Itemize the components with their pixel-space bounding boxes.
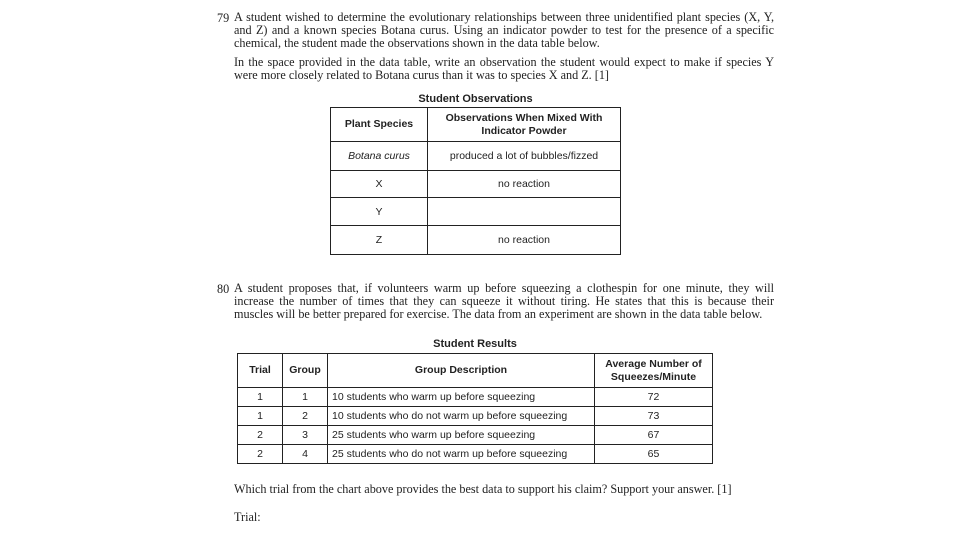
trial-cell: 2	[238, 445, 283, 464]
observation-cell: produced a lot of bubbles/fizzed	[428, 142, 621, 171]
header-trial: Trial	[238, 354, 283, 388]
question-80-number: 80	[217, 282, 230, 296]
student-observations-table	[330, 107, 621, 255]
observation-cell: no reaction	[428, 171, 621, 198]
question-80-text: A student proposes that, if volunteers warm up before squeezing a clothespin for one minute, they will increase the number of times that they can squeeze it without tiring. He states that this is because their muscles will be better prepared for exercise. The data from an experiment are shown in the data table below.	[234, 281, 774, 321]
header-group: Group	[283, 354, 328, 388]
table-row	[238, 407, 713, 426]
table-row	[331, 171, 621, 198]
trial-answer-label[interactable]: Trial:	[234, 510, 261, 524]
description-cell: 10 students who warm up before squeezing	[328, 388, 595, 407]
squeezes-cell: 73	[595, 407, 713, 426]
table-row	[331, 142, 621, 171]
species-cell: Y	[331, 198, 428, 226]
answer-observation-cell[interactable]	[428, 198, 621, 226]
table-row	[238, 445, 713, 464]
question-79-number: 79	[217, 11, 230, 25]
table-title-observations: Student Observations	[418, 93, 533, 105]
question-79-instruction: In the space provided in the data table, write an observation the student would expect to make if species Y were more closely related to Botana curus than it was to species X and Z. [1]	[234, 55, 774, 82]
group-cell: 3	[283, 426, 328, 445]
description-cell: 25 students who warm up before squeezing	[328, 426, 595, 445]
species-cell: X	[331, 171, 428, 198]
student-results-table	[237, 353, 713, 464]
group-cell: 4	[283, 445, 328, 464]
squeezes-cell: 67	[595, 426, 713, 445]
squeezes-cell: 72	[595, 388, 713, 407]
species-cell: Botana curus	[331, 142, 428, 171]
observation-cell: no reaction	[428, 226, 621, 255]
header-observations: Observations When Mixed With Indicator Powder	[428, 108, 621, 142]
trial-cell: 1	[238, 407, 283, 426]
table-row	[331, 226, 621, 255]
description-cell: 25 students who do not warm up before squeezing	[328, 445, 595, 464]
description-cell: 10 students who do not warm up before squeezing	[328, 407, 595, 426]
question-79-text: A student wished to determine the evolutionary relationships between three unidentified plant species (X, Y, and Z) and a known species Botana curus. Using an indicator powder to test for the presence of a specific chemical, the student made the observations shown in the data table below.	[234, 10, 774, 50]
question-80-prompt: Which trial from the chart above provides the best data to support his claim? Support your answer. [1]	[234, 482, 732, 496]
table-row	[331, 198, 621, 226]
trial-cell: 1	[238, 388, 283, 407]
header-plant-species: Plant Species	[331, 108, 428, 142]
group-cell: 1	[283, 388, 328, 407]
header-average-squeezes: Average Number of Squeezes/Minute	[595, 354, 713, 388]
species-cell: Z	[331, 226, 428, 255]
table-title-results: Student Results	[433, 338, 517, 350]
table-row	[238, 388, 713, 407]
squeezes-cell: 65	[595, 445, 713, 464]
table-row	[238, 426, 713, 445]
header-group-description: Group Description	[328, 354, 595, 388]
group-cell: 2	[283, 407, 328, 426]
trial-cell: 2	[238, 426, 283, 445]
